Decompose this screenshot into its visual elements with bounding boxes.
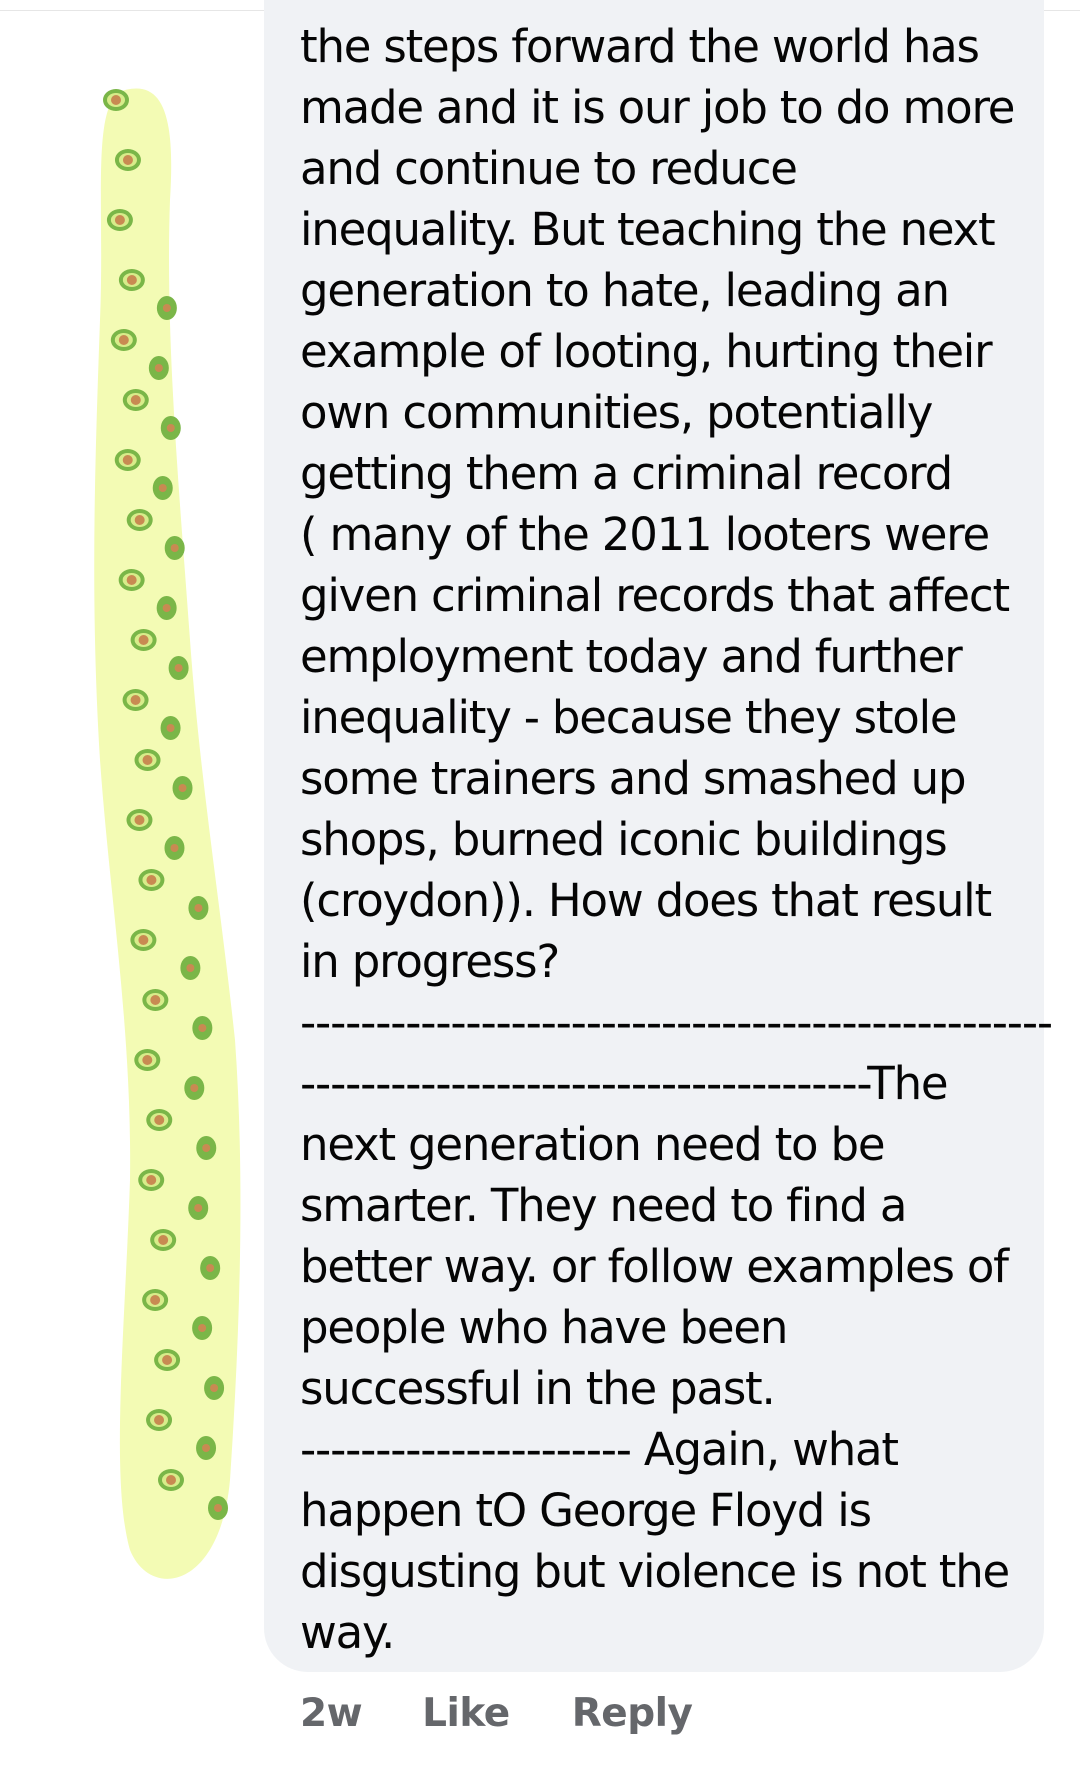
avocado-icon	[158, 1469, 184, 1491]
avocado-icon	[134, 1049, 160, 1071]
comment-line: generation to hate, leading an	[300, 264, 949, 317]
avocado-icon	[204, 1376, 224, 1400]
avocado-icon	[135, 749, 161, 771]
avocado-icon	[138, 1169, 164, 1191]
avocado-icon	[188, 896, 208, 920]
avocado-icon	[127, 509, 153, 531]
comment-line: example of looting, hurting their	[300, 325, 992, 378]
comment-line: ---------------------- Again, what	[300, 1423, 898, 1476]
avocado-icon	[192, 1316, 212, 1340]
avocado-icon	[146, 1409, 172, 1431]
avocado-icon	[103, 89, 129, 111]
divider-dashes: --------------------------------------------------	[300, 996, 1052, 1049]
avocado-icon	[157, 296, 177, 320]
comment-line: inequality. But teaching the next	[300, 203, 995, 256]
avocado-pattern-icon	[70, 80, 250, 1600]
comment-line: employment today and further	[300, 630, 962, 683]
comment-line: (croydon)). How does that result	[300, 874, 991, 927]
comment-line: successful in the past.	[300, 1362, 775, 1415]
avocado-icon	[164, 836, 184, 860]
avocado-icon	[107, 209, 133, 231]
avocado-icon	[157, 596, 177, 620]
comment-line: some trainers and smashed up	[300, 752, 966, 805]
avocado-icon	[119, 569, 145, 591]
comment-line: smarter. They need to find a	[300, 1179, 907, 1232]
avocado-icon	[142, 989, 168, 1011]
avocado-icon	[119, 269, 145, 291]
avocado-icon	[115, 149, 141, 171]
comment-line: disgusting but violence is not the	[300, 1545, 1010, 1598]
avocado-icon	[142, 1289, 168, 1311]
avocado-icon	[208, 1496, 228, 1520]
comment-line: way.	[300, 1606, 395, 1659]
avocado-icon	[138, 869, 164, 891]
comment-actions	[300, 1688, 692, 1738]
comment-line: people who have been	[300, 1301, 788, 1354]
avocado-icon	[131, 629, 157, 651]
comment-body	[300, 16, 1052, 1663]
comment-line: shops, burned iconic buildings	[300, 813, 947, 866]
avocado-icon	[146, 1109, 172, 1131]
avocado-icon	[115, 449, 141, 471]
avocado-icon	[196, 1136, 216, 1160]
avocado-icon	[161, 716, 181, 740]
avocado-icon	[161, 416, 181, 440]
avocado-icon	[173, 776, 193, 800]
avocado-icon	[188, 1196, 208, 1220]
comment-line: the steps forward the world has	[300, 20, 979, 73]
avocado-icon	[123, 389, 149, 411]
avocado-icon	[123, 689, 149, 711]
comment-line: inequality - because they stole	[300, 691, 957, 744]
avocado-icon	[111, 329, 137, 351]
comment-line: ( many of the 2011 looters were	[300, 508, 990, 561]
avocado-icon	[196, 1436, 216, 1460]
comment-line: getting them a criminal record	[300, 447, 953, 500]
comment-line: better way. or follow examples of	[300, 1240, 1008, 1293]
comment-line: made and it is our job to do more	[300, 81, 1015, 134]
avocado-icon	[169, 656, 189, 680]
comment-line: next generation need to be	[300, 1118, 885, 1171]
comment-line: in progress?	[300, 935, 560, 988]
redaction-sticker	[70, 80, 250, 1600]
avocado-icon	[149, 356, 169, 380]
avocado-icon	[200, 1256, 220, 1280]
reply-button[interactable]: Reply	[571, 1690, 693, 1736]
comment-line: --------------------------------------The	[300, 1057, 948, 1110]
comment-line: happen tO George Floyd is	[300, 1484, 871, 1537]
avocado-icon	[154, 1349, 180, 1371]
avocado-icon	[165, 536, 185, 560]
comment-line: given criminal records that affect	[300, 569, 1009, 622]
comment-line: and continue to reduce	[300, 142, 797, 195]
comment-timestamp[interactable]: 2w	[300, 1690, 363, 1736]
avocado-icon	[184, 1076, 204, 1100]
like-button[interactable]: Like	[422, 1690, 510, 1736]
comment-line: own communities, potentially	[300, 386, 933, 439]
avocado-icon	[192, 1016, 212, 1040]
avocado-icon	[180, 956, 200, 980]
avocado-icon	[130, 929, 156, 951]
avocado-icon	[126, 809, 152, 831]
avocado-icon	[153, 476, 173, 500]
avocado-icon	[150, 1229, 176, 1251]
